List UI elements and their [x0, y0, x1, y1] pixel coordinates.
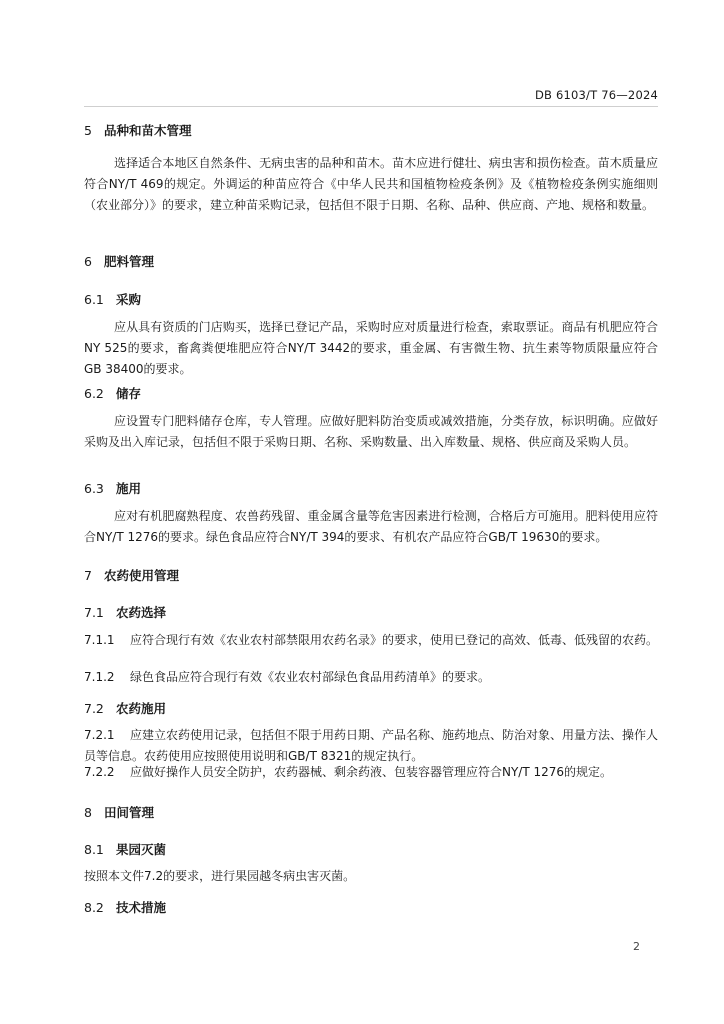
paragraph-8-1: 按照本文件7.2的要求，进行果园越冬病虫害灭菌。 [84, 869, 356, 883]
subsection-title: 施用 [116, 481, 142, 496]
section-title: 肥料管理 [104, 254, 155, 269]
section-title: 田间管理 [104, 805, 155, 820]
paragraph-6-2: 应设置专门肥料储存仓库，专人管理。应做好肥料防治变质或减效措施，分类存放，标识明确。应做好采购及出入库记录，包括但不限于采购日期、名称、采购数量、出入库数量、规格、供应商及采购人员。 [84, 414, 658, 449]
subsection-title: 储存 [116, 386, 142, 401]
clause-7-2-1 [84, 725, 658, 767]
subsection-number: 8.1 [84, 842, 104, 857]
clause-text: 应符合现行有效《农业农村部禁限用农药名录》的要求，使用已登记的高效、低毒、低残留的农药。 [130, 633, 659, 647]
header-divider [84, 106, 658, 107]
section-heading-8 [84, 803, 658, 821]
subsection-heading-8-1 [84, 840, 658, 858]
subsection-title: 农药选择 [116, 605, 167, 620]
paragraph-6-3: 应对有机肥腐熟程度、农兽药残留、重金属含量等危害因素进行检测，合格后方可施用。肥料使用应符合NY/T 1276的要求。绿色食品应符合NY/T 394的要求、有机农产品应符合GB/T 19630的要求。 [84, 509, 658, 544]
subsection-heading-7-1 [84, 603, 658, 621]
section-number: 7 [84, 568, 92, 583]
section-number: 5 [84, 123, 92, 138]
section-number: 6 [84, 254, 92, 269]
clause-text: 应建立农药使用记录，包括但不限于用药日期、产品名称、施药地点、防治对象、用量方法、操作人员等信息。农药使用应按照使用说明和GB/T 8321的规定执行。 [84, 728, 659, 763]
clause-number: 7.1.2 [84, 670, 115, 684]
subsection-number: 7.1 [84, 605, 104, 620]
clause-7-2-2 [84, 762, 658, 783]
clause-7-1-2 [84, 667, 658, 688]
subsection-number: 6.3 [84, 481, 104, 496]
section-number: 8 [84, 805, 92, 820]
subsection-heading-8-2 [84, 898, 658, 916]
paragraph-6-1: 应从具有资质的门店购买，选择已登记产品，采购时应对质量进行检查，索取票证。商品有机肥应符合NY 525的要求，畜禽粪便堆肥应符合NY/T 3442的要求，重金属、有害微生物、抗生素等物质限量应符合GB 38400的要求。 [84, 320, 658, 376]
subsection-heading-7-2 [84, 699, 658, 717]
subsection-title: 技术措施 [116, 900, 167, 915]
subsection-number: 6.1 [84, 292, 104, 307]
page-number: 2 [633, 940, 640, 953]
subsection-title: 农药施用 [116, 701, 167, 716]
section-heading-7 [84, 566, 658, 584]
clause-text: 应做好操作人员安全防护，农药器械、剩余药液、包装容器管理应符合NY/T 1276的规定。 [130, 765, 613, 779]
subsection-title: 采购 [116, 292, 142, 307]
section-heading-6 [84, 252, 658, 270]
section-title: 农药使用管理 [104, 568, 180, 583]
subsection-title: 果园灭菌 [116, 842, 167, 857]
standard-code-header: DB 6103/T 76—2024 [534, 88, 658, 102]
clause-7-1-1 [84, 630, 658, 651]
subsection-number: 6.2 [84, 386, 104, 401]
clause-number: 7.1.1 [84, 633, 115, 647]
clause-text: 绿色食品应符合现行有效《农业农村部绿色食品用药清单》的要求。 [130, 670, 491, 684]
paragraph-5: 选择适合本地区自然条件、无病虫害的品种和苗木。苗木应进行健壮、病虫害和损伤检查。苗木质量应符合NY/T 469的规定。外调运的种苗应符合《中华人民共和国植物检疫条例》及《植物检疫条例实施细则（农业部分）》的要求，建立种苗采购记录，包括但不限于日期、名称、品种、供应商、产地、规格和数量。 [84, 156, 658, 212]
subsection-heading-6-3 [84, 479, 658, 497]
subsection-number: 8.2 [84, 900, 104, 915]
section-title: 品种和苗木管理 [104, 123, 192, 138]
subsection-heading-6-2 [84, 384, 658, 402]
subsection-number: 7.2 [84, 701, 104, 716]
clause-number: 7.2.1 [84, 728, 115, 742]
section-heading-5 [84, 121, 658, 139]
clause-number: 7.2.2 [84, 765, 115, 779]
subsection-heading-6-1 [84, 290, 658, 308]
